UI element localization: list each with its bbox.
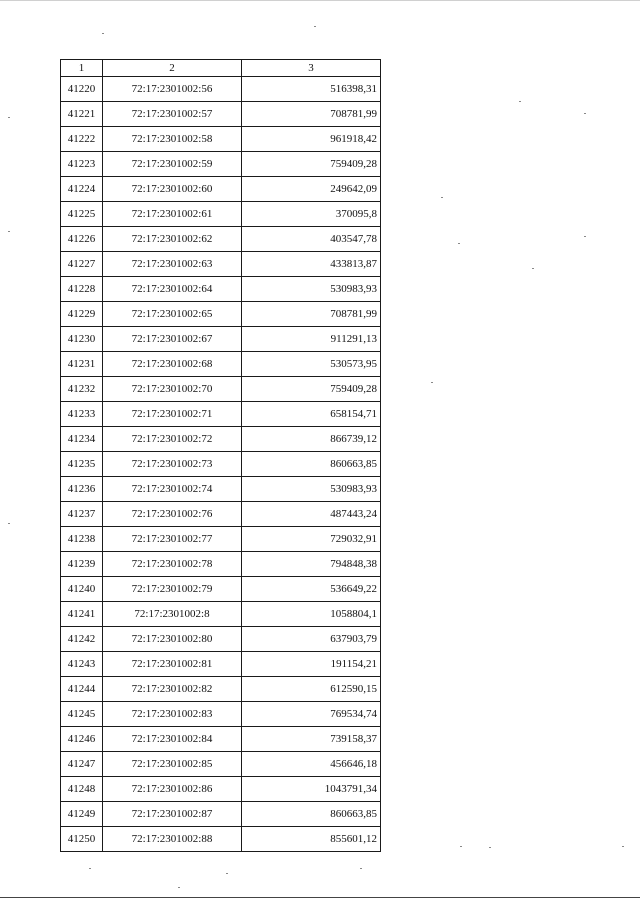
table-row xyxy=(61,777,381,802)
table-row xyxy=(61,177,381,202)
cadastral-value-cell: 1058804,1 xyxy=(242,602,381,627)
cadastral-number-cell: 72:17:2301002:80 xyxy=(103,627,242,652)
table-row xyxy=(61,502,381,527)
cadastral-value-cell: 456646,18 xyxy=(242,752,381,777)
table-row xyxy=(61,252,381,277)
row-number-cell: 41230 xyxy=(61,327,103,352)
cadastral-value-cell: 855601,12 xyxy=(242,827,381,852)
row-number-cell: 41225 xyxy=(61,202,103,227)
cadastral-number-cell: 72:17:2301002:81 xyxy=(103,652,242,677)
cadastral-number-cell: 72:17:2301002:8 xyxy=(103,602,242,627)
cadastral-value-cell: 911291,13 xyxy=(242,327,381,352)
row-number-cell: 41239 xyxy=(61,552,103,577)
cadastral-number-cell: 72:17:2301002:86 xyxy=(103,777,242,802)
scan-speck xyxy=(489,847,491,848)
cadastral-value-cell: 739158,37 xyxy=(242,727,381,752)
cadastral-value-cell: 433813,87 xyxy=(242,252,381,277)
cadastral-value-cell: 860663,85 xyxy=(242,452,381,477)
scan-speck xyxy=(519,101,521,102)
table-row xyxy=(61,752,381,777)
cadastral-number-cell: 72:17:2301002:62 xyxy=(103,227,242,252)
row-number-cell: 41238 xyxy=(61,527,103,552)
row-number-cell: 41235 xyxy=(61,452,103,477)
table-row xyxy=(61,352,381,377)
row-number-cell: 41247 xyxy=(61,752,103,777)
scan-speck xyxy=(532,268,534,269)
cadastral-value-cell: 1043791,34 xyxy=(242,777,381,802)
cadastral-value-cell: 249642,09 xyxy=(242,177,381,202)
cadastral-number-cell: 72:17:2301002:87 xyxy=(103,802,242,827)
table-row xyxy=(61,702,381,727)
row-number-cell: 41224 xyxy=(61,177,103,202)
scan-speck xyxy=(8,231,10,232)
cadastral-number-cell: 72:17:2301002:60 xyxy=(103,177,242,202)
header-row xyxy=(61,60,381,77)
table-row xyxy=(61,152,381,177)
table-row xyxy=(61,577,381,602)
row-number-cell: 41242 xyxy=(61,627,103,652)
cadastral-number-cell: 72:17:2301002:83 xyxy=(103,702,242,727)
cadastral-number-cell: 72:17:2301002:59 xyxy=(103,152,242,177)
row-number-cell: 41248 xyxy=(61,777,103,802)
cadastral-number-cell: 72:17:2301002:77 xyxy=(103,527,242,552)
cadastral-number-cell: 72:17:2301002:67 xyxy=(103,327,242,352)
table-row xyxy=(61,402,381,427)
scan-speck xyxy=(458,243,460,244)
row-number-cell: 41232 xyxy=(61,377,103,402)
scan-speck xyxy=(431,382,433,383)
row-number-cell: 41240 xyxy=(61,577,103,602)
row-number-cell: 41237 xyxy=(61,502,103,527)
cadastral-value-table xyxy=(60,59,381,852)
header-col-2: 2 xyxy=(103,60,242,77)
scan-speck xyxy=(584,113,586,114)
cadastral-number-cell: 72:17:2301002:65 xyxy=(103,302,242,327)
table-row xyxy=(61,602,381,627)
cadastral-number-cell: 72:17:2301002:78 xyxy=(103,552,242,577)
table-row xyxy=(61,627,381,652)
cadastral-number-cell: 72:17:2301002:70 xyxy=(103,377,242,402)
row-number-cell: 41245 xyxy=(61,702,103,727)
scan-speck xyxy=(360,868,362,869)
row-number-cell: 41249 xyxy=(61,802,103,827)
cadastral-number-cell: 72:17:2301002:85 xyxy=(103,752,242,777)
cadastral-number-cell: 72:17:2301002:64 xyxy=(103,277,242,302)
cadastral-number-cell: 72:17:2301002:72 xyxy=(103,427,242,452)
cadastral-number-cell: 72:17:2301002:79 xyxy=(103,577,242,602)
table-row xyxy=(61,302,381,327)
table-header xyxy=(61,60,381,77)
header-col-3: 3 xyxy=(242,60,381,77)
cadastral-value-cell: 191154,21 xyxy=(242,652,381,677)
cadastral-value-cell: 637903,79 xyxy=(242,627,381,652)
cadastral-value-cell: 370095,8 xyxy=(242,202,381,227)
table-row xyxy=(61,527,381,552)
row-number-cell: 41228 xyxy=(61,277,103,302)
cadastral-number-cell: 72:17:2301002:57 xyxy=(103,102,242,127)
row-number-cell: 41241 xyxy=(61,602,103,627)
row-number-cell: 41236 xyxy=(61,477,103,502)
cadastral-value-cell: 759409,28 xyxy=(242,152,381,177)
table-row xyxy=(61,377,381,402)
cadastral-number-cell: 72:17:2301002:68 xyxy=(103,352,242,377)
scan-speck xyxy=(460,846,462,847)
table-row xyxy=(61,677,381,702)
cadastral-number-cell: 72:17:2301002:71 xyxy=(103,402,242,427)
row-number-cell: 41223 xyxy=(61,152,103,177)
table-row xyxy=(61,77,381,102)
scan-speck xyxy=(226,873,228,874)
cadastral-value-cell: 487443,24 xyxy=(242,502,381,527)
row-number-cell: 41227 xyxy=(61,252,103,277)
cadastral-value-cell: 708781,99 xyxy=(242,102,381,127)
row-number-cell: 41231 xyxy=(61,352,103,377)
cadastral-value-cell: 612590,15 xyxy=(242,677,381,702)
scan-speck xyxy=(441,197,443,198)
cadastral-number-cell: 72:17:2301002:76 xyxy=(103,502,242,527)
table-row xyxy=(61,652,381,677)
cadastral-value-cell: 866739,12 xyxy=(242,427,381,452)
scan-speck xyxy=(8,523,10,524)
cadastral-number-cell: 72:17:2301002:74 xyxy=(103,477,242,502)
cadastral-number-cell: 72:17:2301002:58 xyxy=(103,127,242,152)
cadastral-value-cell: 708781,99 xyxy=(242,302,381,327)
cadastral-value-cell: 961918,42 xyxy=(242,127,381,152)
cadastral-number-cell: 72:17:2301002:61 xyxy=(103,202,242,227)
table-row xyxy=(61,327,381,352)
table-row xyxy=(61,452,381,477)
table-row xyxy=(61,127,381,152)
row-number-cell: 41221 xyxy=(61,102,103,127)
page-bottom-edge xyxy=(0,897,640,898)
row-number-cell: 41233 xyxy=(61,402,103,427)
table-row xyxy=(61,827,381,852)
cadastral-value-cell: 530983,93 xyxy=(242,277,381,302)
row-number-cell: 41246 xyxy=(61,727,103,752)
scan-speck xyxy=(8,117,10,118)
cadastral-value-cell: 403547,78 xyxy=(242,227,381,252)
cadastral-value-cell: 860663,85 xyxy=(242,802,381,827)
cadastral-number-cell: 72:17:2301002:84 xyxy=(103,727,242,752)
table-row xyxy=(61,727,381,752)
cadastral-value-cell: 658154,71 xyxy=(242,402,381,427)
cadastral-number-cell: 72:17:2301002:73 xyxy=(103,452,242,477)
cadastral-value-cell: 530983,93 xyxy=(242,477,381,502)
row-number-cell: 41220 xyxy=(61,77,103,102)
cadastral-value-cell: 530573,95 xyxy=(242,352,381,377)
row-number-cell: 41243 xyxy=(61,652,103,677)
table-body xyxy=(61,77,381,852)
row-number-cell: 41229 xyxy=(61,302,103,327)
cadastral-value-cell: 729032,91 xyxy=(242,527,381,552)
page-top-edge xyxy=(0,0,640,1)
row-number-cell: 41226 xyxy=(61,227,103,252)
table-row xyxy=(61,202,381,227)
table-row xyxy=(61,552,381,577)
cadastral-number-cell: 72:17:2301002:88 xyxy=(103,827,242,852)
table-row xyxy=(61,477,381,502)
table-row xyxy=(61,277,381,302)
table-row xyxy=(61,102,381,127)
row-number-cell: 41244 xyxy=(61,677,103,702)
cadastral-value-cell: 516398,31 xyxy=(242,77,381,102)
scan-speck xyxy=(178,887,180,888)
cadastral-value-cell: 769534,74 xyxy=(242,702,381,727)
row-number-cell: 41250 xyxy=(61,827,103,852)
scan-speck xyxy=(622,846,624,847)
scan-speck xyxy=(584,236,586,237)
row-number-cell: 41222 xyxy=(61,127,103,152)
cadastral-value-cell: 794848,38 xyxy=(242,552,381,577)
cadastral-number-cell: 72:17:2301002:63 xyxy=(103,252,242,277)
scan-speck xyxy=(314,26,316,27)
table-row xyxy=(61,227,381,252)
cadastral-number-cell: 72:17:2301002:56 xyxy=(103,77,242,102)
cadastral-value-cell: 759409,28 xyxy=(242,377,381,402)
row-number-cell: 41234 xyxy=(61,427,103,452)
cadastral-value-cell: 536649,22 xyxy=(242,577,381,602)
cadastral-number-cell: 72:17:2301002:82 xyxy=(103,677,242,702)
table-row xyxy=(61,427,381,452)
scan-speck xyxy=(102,33,104,34)
table-row xyxy=(61,802,381,827)
scan-speck xyxy=(89,868,91,869)
header-col-1: 1 xyxy=(61,60,103,77)
